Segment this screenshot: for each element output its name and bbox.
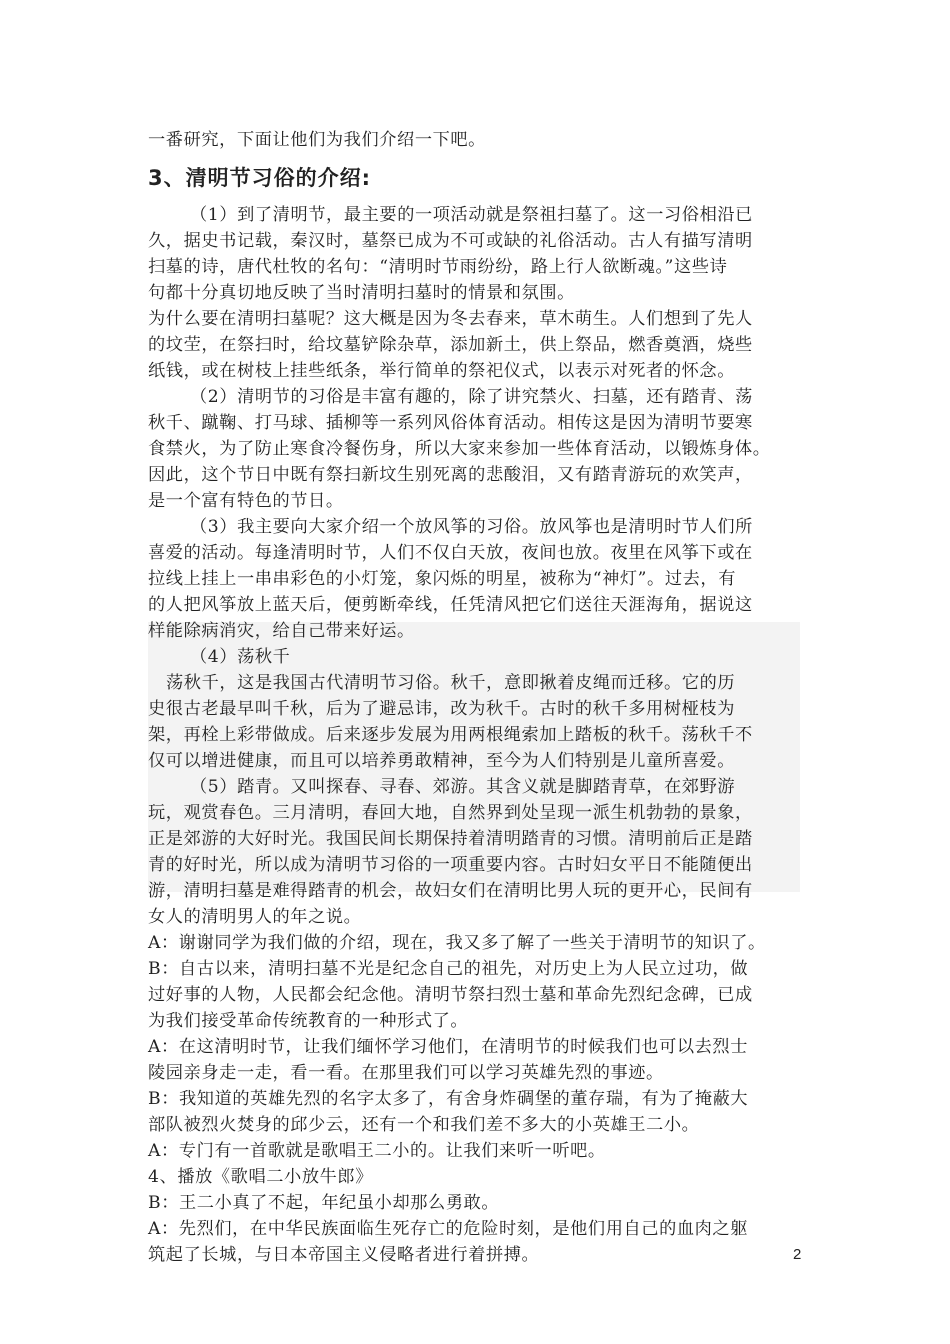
text-line: （5）踏青。又叫探春、寻春、郊游。其含义就是脚踏青草，在郊野游: [190, 777, 736, 797]
text-line: 的人把风筝放上蓝天后，便剪断牵线，任凭清风把它们送往天涯海角，据说这: [148, 595, 753, 615]
dialogue-line: 过好事的人物，人民都会纪念他。清明节祭扫烈士墓和革命先烈纪念碑，已成: [148, 985, 753, 1005]
page-number: 2: [793, 1246, 802, 1263]
text-line: 一番研究，下面让他们为我们介绍一下吧。: [148, 130, 486, 150]
text-line: 正是郊游的大好时光。我国民间长期保持着清明踏青的习惯。清明前后正是踏: [148, 829, 753, 849]
dialogue-line: A：在这清明时节，让我们缅怀学习他们，在清明节的时候我们也可以去烈士: [148, 1037, 749, 1057]
text-line: 久，据史书记载，秦汉时，墓祭已成为不可或缺的礼俗活动。古人有描写清明: [148, 231, 753, 251]
dialogue-line: 为我们接受革命传统教育的一种形式了。: [148, 1011, 469, 1031]
dialogue-line: A：专门有一首歌就是歌唱王二小的。让我们来听一听吧。: [148, 1141, 606, 1161]
dialogue-line: B：我知道的英雄先烈的名字太多了，有舍身炸碉堡的董存瑞，有为了掩蔽大: [148, 1089, 749, 1109]
text-line: 样能除病消灾，给自己带来好运。: [148, 621, 415, 641]
text-line: 为什么要在清明扫墓呢？这大概是因为冬去春来，草木萌生。人们想到了先人: [148, 309, 753, 329]
text-line: 纸钱，或在树枝上挂些纸条，举行简单的祭祀仪式，以表示对死者的怀念。: [148, 361, 735, 381]
text-line: 仅可以增进健康，而且可以培养勇敢精神，至今为人们特别是儿童所喜爱。: [148, 751, 735, 771]
text-line: 荡秋千，这是我国古代清明节习俗。秋千，意即揪着皮绳而迁移。它的历: [166, 673, 736, 693]
text-line: 是一个富有特色的节日。: [148, 491, 344, 511]
text-line: 玩，观赏春色。三月清明，春回大地，自然界到处呈现一派生机勃勃的景象，: [148, 803, 753, 823]
text-line: 青的好时光，所以成为清明节习俗的一项重要内容。古时妇女平日不能随便出: [148, 855, 753, 875]
text-line: （3）我主要向大家介绍一个放风筝的习俗。放风筝也是清明时节人们所: [190, 517, 753, 537]
text-line: （1）到了清明节，最主要的一项活动就是祭祖扫墓了。这一习俗相沿已: [190, 205, 753, 225]
text-line: 史很古老最早叫千秋，后为了避忌讳，改为秋千。古时的秋千多用树桠枝为: [148, 699, 735, 719]
text-line: 秋千、蹴鞠、打马球、插柳等一系列风俗体育活动。相传这是因为清明节要寒: [148, 413, 753, 433]
dialogue-line: B：王二小真了不起，年纪虽小却那么勇敢。: [148, 1193, 500, 1213]
section-heading: 3、清明节习俗的介绍:: [148, 166, 372, 190]
text-line: 句都十分真切地反映了当时清明扫墓时的情景和氛围。: [148, 283, 575, 303]
dialogue-line: 陵园亲身走一走，看一看。在那里我们可以学习英雄先烈的事迹。: [148, 1063, 664, 1083]
text-line: 女人的清明男人的年之说。: [148, 907, 362, 927]
text-line: （2）清明节的习俗是丰富有趣的，除了讲究禁火、扫墓，还有踏青、荡: [190, 387, 753, 407]
text-line: 架，再栓上彩带做成。后来逐步发展为用两根绳索加上踏板的秋千。荡秋千不: [148, 725, 753, 745]
dialogue-line: B：自古以来，清明扫墓不光是纪念自己的祖先，对历史上为人民立过功，做: [148, 959, 749, 979]
dialogue-line: A：谢谢同学为我们做的介绍，现在，我又多了解了一些关于清明节的知识了。: [148, 933, 766, 953]
text-line: 扫墓的诗，唐代杜牧的名句：“清明时节雨纷纷，路上行人欲断魂。”这些诗: [148, 257, 728, 277]
text-line: 拉线上挂上一串串彩色的小灯笼，象闪烁的明星，被称为“神灯”。过去，有: [148, 569, 736, 589]
section-item: 4、播放《歌唱二小放牛郎》: [148, 1167, 373, 1187]
text-line: （4）荡秋千: [190, 647, 291, 667]
dialogue-line: 部队被烈火焚身的邱少云，还有一个和我们差不多大的小英雄王二小。: [148, 1115, 700, 1135]
text-line: 因此，这个节日中既有祭扫新坟生别死离的悲酸泪，又有踏青游玩的欢笑声，: [148, 465, 753, 485]
text-line: 喜爱的活动。每逢清明时节，人们不仅白天放，夜间也放。夜里在风筝下或在: [148, 543, 753, 563]
dialogue-line: 筑起了长城，与日本帝国主义侵略者进行着拼搏。: [148, 1245, 540, 1265]
dialogue-line: A：先烈们，在中华民族面临生死存亡的危险时刻，是他们用自己的血肉之躯: [148, 1219, 749, 1239]
text-line: 食禁火，为了防止寒食冷餐伤身，所以大家来参加一些体育活动，以锻炼身体。: [148, 439, 771, 459]
text-line: 的坟茔，在祭扫时，给坟墓铲除杂草，添加新土，供上祭品，燃香奠酒，烧些: [148, 335, 753, 355]
text-line: 游，清明扫墓是难得踏青的机会，故妇女们在清明比男人玩的更开心，民间有: [148, 881, 753, 901]
